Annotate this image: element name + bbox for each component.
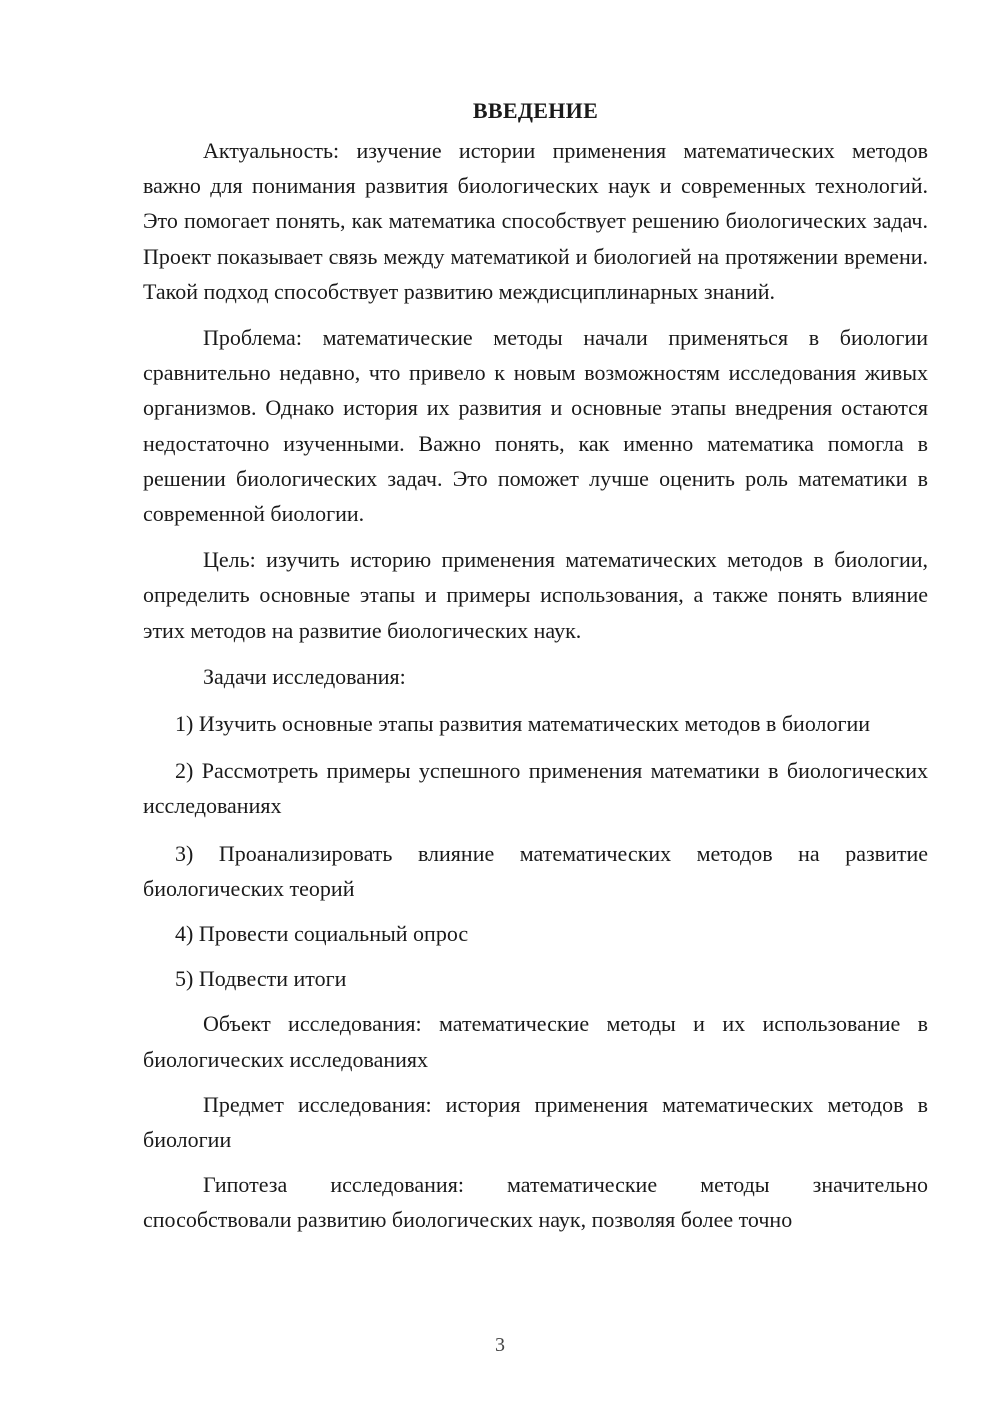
paragraph-hypothesis: Гипотеза исследования: математические методы значительно способствовали развитию биологических наук, позволяя более точно <box>143 1172 928 1233</box>
document-page <box>143 93 928 1238</box>
list-item: 3) Проанализировать влияние математических методов на развитие биологических теорий <box>143 840 928 901</box>
page-number: 3 <box>495 1334 505 1356</box>
paragraph-goal: Цель: изучить историю применения математических методов в биологии, определить основные этапы и примеры использования, а также понять влияние этих методов на развитие биологических наук. <box>143 547 928 643</box>
paragraph-problem: Проблема: математические методы начали применяться в биологии сравнительно недавно, что привело к новым возможностям исследования живых организмов. Однако история их развития и основные этапы внедрения остаются недостаточно изученными. Важно понять, как именно математика помогла в решении биологических задач. Это поможет лучше оценить роль математики в современной биологии. <box>143 325 928 527</box>
list-item: 1) Изучить основные этапы развития математических методов в биологии <box>175 711 871 737</box>
list-item: 4) Провести социальный опрос <box>175 921 469 947</box>
tasks-heading: Задачи исследования: <box>203 663 406 689</box>
paragraph-subject: Предмет исследования: история применения математических методов в биологии <box>143 1091 928 1153</box>
page-title: ВВЕДЕНИЕ <box>472 98 599 123</box>
list-item: 2) Рассмотреть примеры успешного применения математики в биологических исследованиях <box>143 758 928 819</box>
list-item: 5) Подвести итоги <box>175 966 347 992</box>
paragraph-relevance: Актуальность: изучение истории применения математических методов важно для понимания развития биологических наук и современных технологий. Это помогает понять, как математика способствует решению биологических задач. Проект показывает связь между математикой и биологией на протяжении времени. Такой подход способствует развитию междисциплинарных знаний. <box>143 138 928 304</box>
paragraph-object: Объект исследования: математические методы и их использование в биологических исследованиях <box>143 1011 928 1072</box>
tasks-list <box>143 706 928 996</box>
